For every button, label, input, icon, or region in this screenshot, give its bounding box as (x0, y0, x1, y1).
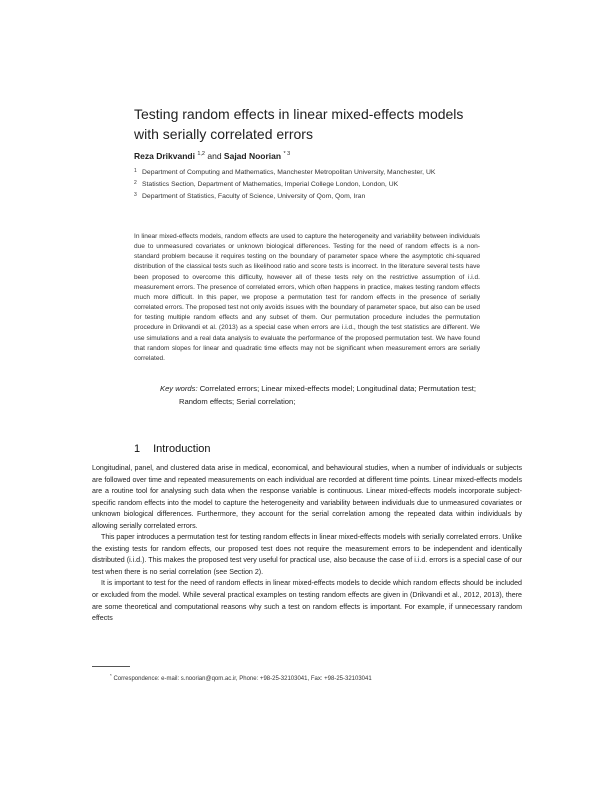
author-line (134, 151, 290, 161)
body-text (92, 463, 522, 625)
footnote (110, 673, 372, 682)
footnote-marker: * (110, 673, 112, 678)
affiliation-item (134, 191, 494, 203)
author-name: Sajad Noorian (223, 151, 282, 161)
affiliation-text: Statistics Section, Department of Mathematics, Imperial College London, London, UK (142, 181, 399, 188)
affiliation-text: Department of Statistics, Faculty of Science, University of Qom, Qom, Iran (142, 193, 366, 200)
affiliation-marker: * 3 (283, 151, 291, 157)
paragraph: This paper introduces a permutation test for testing random effects in linear mixed-effects models with serially correlated errors. Unlike the existing tests for random effects, our proposed test does not require the measurement errors to be independent and identically distributed (i.i.d.). This makes the proposed test very useful for practical use, also because the case of i.i.d. errors is a special case of our test when there is no serial correlation (see Section 2). (92, 533, 522, 576)
author-connector: and (207, 151, 222, 161)
paragraph: It is important to test for the need of random effects in linear mixed-effects models to decide which random effects should be included or excluded from the model. While several practical examples on testing random effects are given in (Drikvandi et al., 2012, 2013), there are some theoretical and computational reasons why such a test on random effects is important. For example, if unnecessary random effects (92, 579, 522, 623)
author-name: Reza Drikvandi (134, 151, 195, 161)
abstract: In linear mixed-effects models, random effects are used to capture the heterogeneity and variability between individuals due to unmeasured covariates or unknown biological differences. Testing for the need of random effects is a non-standard problem because it requires testing on the boundary of parameter space where the asymptotic chi-squared distribution of the classical tests such as likelihood ratio and score tests is incorrect. In the literature several tests have been proposed to overcome this difficulty, however all of these tests rely on the restrictive assumption of i.i.d. measurement errors. The presence of correlated errors, which often happens in practice, makes testing random effects much more difficult. In this paper, we propose a permutation test for random effects in the presence of serially correlated errors. The proposed test not only avoids issues with the boundary of parameter space, but also can be used for testing multiple random effects and any subset of them. Our permutation procedure includes the permutation procedure in Drikvandi et al. (2013) as a special case when errors are i.i.d., though the test statistics are different. We use simulations and a real data analysis to evaluate the performance of the proposed permutation test. We have found that random slopes for linear and quadratic time effects may not be significant when measurement errors are serially correlated. (134, 233, 480, 362)
keywords-label: Key words: (160, 384, 198, 393)
footnote-text: Correspondence: e-mail: s.noorian@qom.ac.ir, Phone: +98-25-32103041, Fax: +98-25-32103041 (113, 676, 372, 682)
affiliation-item (134, 167, 494, 179)
keywords-line: Correlated errors; Linear mixed-effects model; Longitudinal data; Permutation test; (199, 384, 477, 393)
section-title: Introduction (153, 443, 211, 455)
keywords-line: Random effects; Serial correlation; (179, 397, 296, 406)
affiliation-number: 1 (134, 168, 137, 174)
paper-title: Testing random effects in linear mixed-effects models with serially correlated errors (134, 106, 464, 142)
section-heading (134, 443, 211, 455)
affiliation-marker: 1,2 (197, 151, 205, 157)
keywords (160, 382, 490, 408)
section-number: 1 (134, 443, 141, 455)
footnote-divider (92, 666, 130, 667)
affiliation-list (134, 167, 494, 203)
affiliation-text: Department of Computing and Mathematics, Manchester Metropolitan University, Manchester, UK (142, 169, 436, 176)
affiliation-number: 3 (134, 192, 137, 198)
paragraph: Longitudinal, panel, and clustered data arise in medical, economical, and behavioural studies, when a number of individuals or subjects are followed over time and repeated measurements on each individual are recorded at different time points. Linear mixed-effects models are a routine tool for analysing such data when the response variable is continuous. Linear mixed-effects models incorporate subject-specific random effects into the model to capture the heterogeneity and variability between individuals due to unmeasured covariates or unknown biological differences. Furthermore, they account for the serial correlation among the repeated data within individuals by allowing serially correlated errors. (92, 464, 522, 530)
affiliation-number: 2 (134, 180, 137, 186)
affiliation-item (134, 179, 494, 191)
